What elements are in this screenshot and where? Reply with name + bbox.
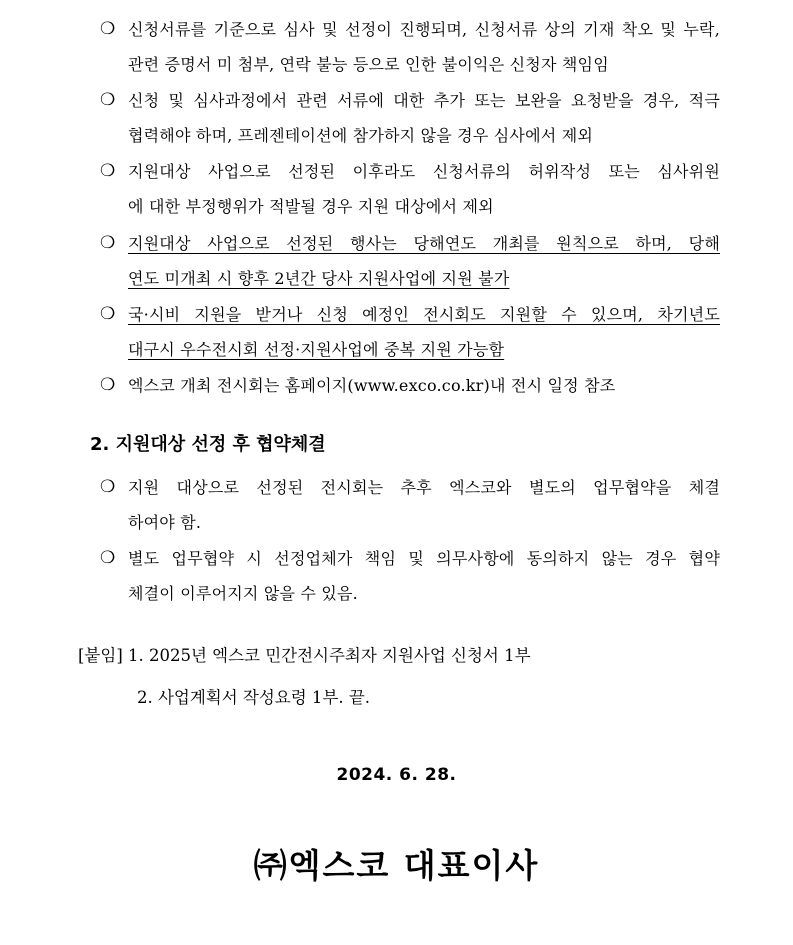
document-date: 2024. 6. 28.: [336, 765, 457, 785]
circle-bullet-icon: ❍: [100, 477, 116, 497]
attachment-line-1: [붙임] 1. 2025년 엑스코 민간전시주최자 지원사업 신청서 1부: [78, 646, 531, 665]
section-2-title: 2. 지원대상 선정 후 협약체결: [90, 434, 326, 455]
notice-bullet-2: [100, 83, 720, 153]
agreement-text: 지원 대상으로 선정된 전시회는 추후 엑스코와 별도의 업무협약을 체결 하여야 함.: [128, 478, 720, 532]
notice-bullet-3: [100, 154, 720, 224]
notice-bullet-4: [100, 226, 720, 296]
circle-bullet-icon: ❍: [100, 90, 116, 110]
attachment-line-2: 2. 사업계획서 작성요령 1부. 끝.: [137, 688, 371, 707]
circle-bullet-icon: ❍: [100, 304, 116, 324]
circle-bullet-icon: ❍: [100, 233, 116, 253]
agreement-text: 별도 업무협약 시 선정업체가 책임 및 의무사항에 동의하지 않는 경우 협약 체결이 이루어지지 않을 수 있음.: [128, 549, 720, 603]
notice-text-underlined: 지원대상 사업으로 선정된 행사는 당해연도 개최를 원칙으로 하며, 당해 연도 미개최 시 향후 2년간 당사 지원사업에 지원 불가: [128, 234, 720, 288]
circle-bullet-icon: ❍: [100, 161, 116, 181]
circle-bullet-icon: ❍: [100, 375, 116, 395]
notice-text: 엑스코 개최 전시회는 홈페이지(www.exco.co.kr)내 전시 일정 참조: [128, 376, 616, 395]
notice-bullet-1: [100, 12, 720, 82]
circle-bullet-icon: ❍: [100, 19, 116, 39]
notice-text: 지원대상 사업으로 선정된 이후라도 신청서류의 허위작성 또는 심사위원 에 대한 부정행위가 적발될 경우 지원 대상에서 제외: [128, 162, 720, 216]
notice-text: 신청 및 심사과정에서 관련 서류에 대한 추가 또는 보완을 요청받을 경우, 적극 협력해야 하며, 프레젠테이션에 참가하지 않을 경우 심사에서 제외: [128, 91, 720, 145]
agreement-bullet-1: [100, 470, 720, 540]
signer-name: ㈜엑스코 대표이사: [253, 846, 540, 885]
notice-text-underlined: 국·시비 지원을 받거나 신청 예정인 전시회도 지원할 수 있으며, 차기년도 대구시 우수전시회 선정·지원사업에 중복 지원 가능함: [128, 305, 720, 359]
agreement-bullet-2: [100, 541, 720, 611]
circle-bullet-icon: ❍: [100, 548, 116, 568]
notice-bullet-5: [100, 297, 720, 367]
notice-text: 신청서류를 기준으로 심사 및 선정이 진행되며, 신청서류 상의 기재 착오 및 누락, 관련 증명서 미 첨부, 연락 불능 등으로 인한 불이익은 신청자 책임임: [128, 20, 720, 74]
notice-bullet-6: [100, 368, 720, 403]
